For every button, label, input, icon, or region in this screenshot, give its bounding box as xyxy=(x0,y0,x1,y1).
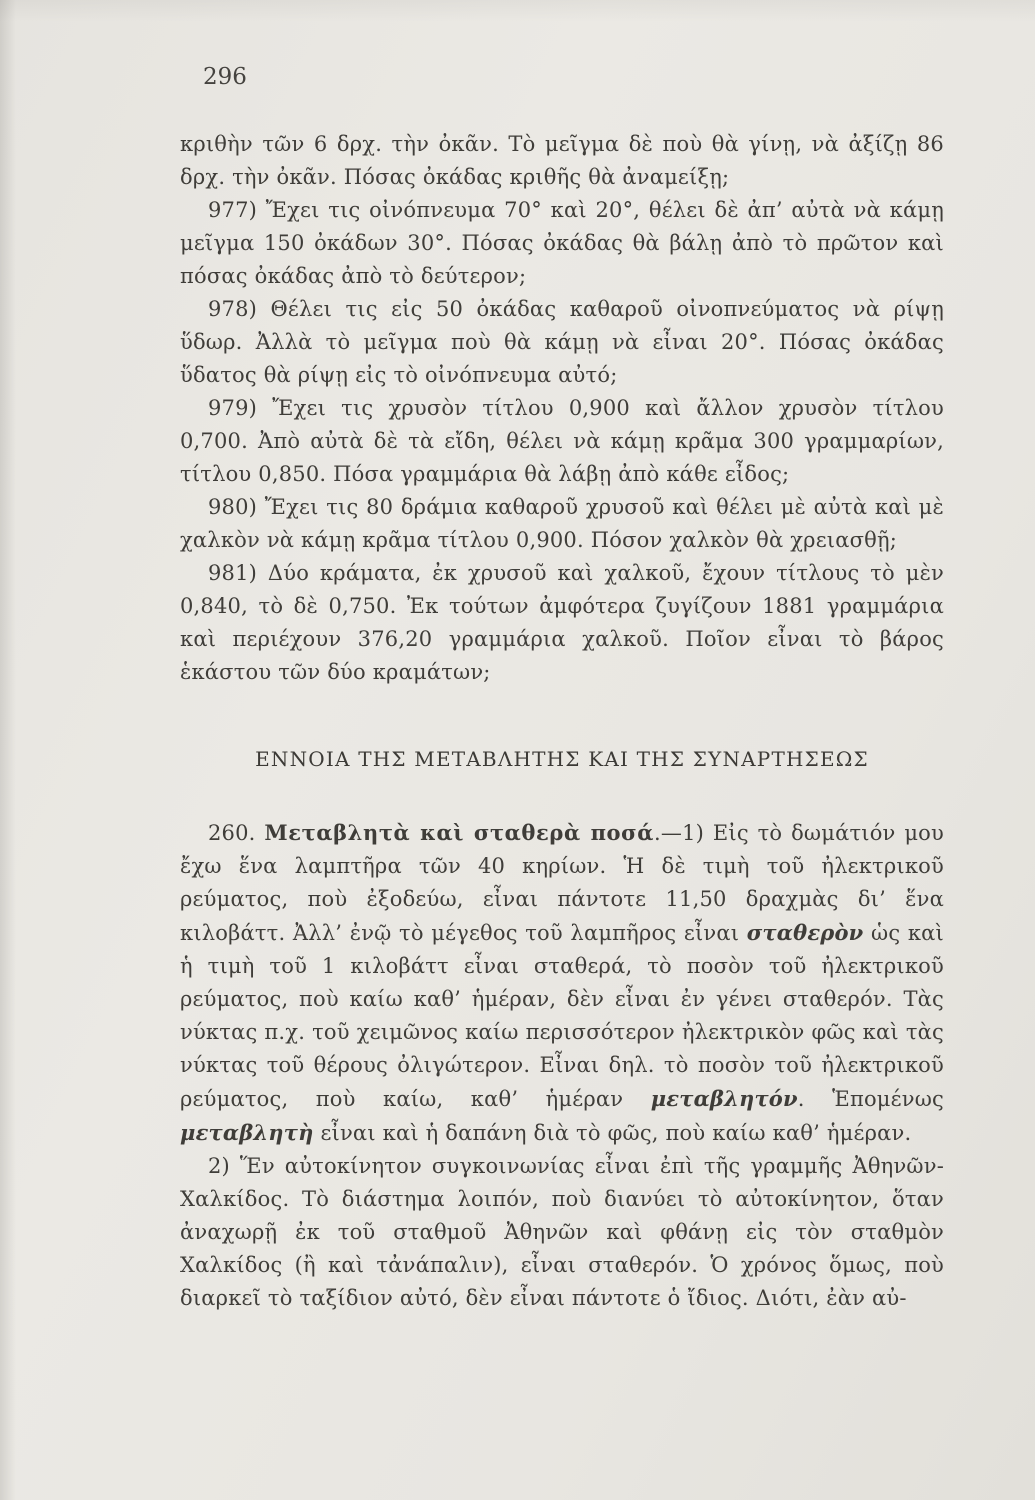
paragraph-continuation: κριθὴν τῶν 6 δρχ. τὴν ὀκᾶν. Τὸ μεῖγμα δὲ ποὺ θὰ γίνῃ, νὰ ἀξίζῃ 86 δρχ. τὴν ὀκᾶν. Πόσας ὀκάδας κριθῆς θὰ ἀναμείξῃ; xyxy=(180,132,944,189)
problem-978: 978) Θέλει τις εἰς 50 ὀκάδας καθαροῦ οἰνοπνεύματος νὰ ρίψῃ ὕδωρ. Ἀλλὰ τὸ μεῖγμα ποὺ θὰ κάμῃ νὰ εἶναι 20°. Πόσας ὀκάδας ὕδατος θὰ ρίψῃ εἰς τὸ οἰνόπνευμα αὐτό; xyxy=(180,297,944,387)
problem-981: 981) Δύο κράματα, ἐκ χρυσοῦ καὶ χαλκοῦ, ἔχουν τίτλους τὸ μὲν 0,840, τὸ δὲ 0,750. Ἐκ τούτων ἀμφότερα ζυγίζουν 1881 γραμμάρια καὶ περιέχουν 376,20 γραμμάρια χαλκοῦ. Ποῖον εἶναι τὸ βάρος ἑκάστου τῶν δύο κραμάτων; xyxy=(180,561,944,684)
problem-980: 980) Ἔχει τις 80 δράμια καθαροῦ χρυσοῦ καὶ θέλει μὲ αὐτὰ καὶ μὲ χαλκὸν νὰ κάμῃ κρᾶμα τίτλου 0,900. Πόσον χαλκὸν θὰ χρειασθῇ; xyxy=(180,495,944,552)
page-body-text xyxy=(180,128,944,1315)
example-2-paragraph: 2) Ἕν αὐτοκίνητον συγκοινωνίας εἶναι ἐπὶ τῆς γραμμῆς Ἀθηνῶν-Χαλκίδος. Τὸ διάστημα λοιπόν, ποὺ διανύει τὸ αὐτοκίνητον, ὅταν ἀναχωρῇ ἐκ τοῦ σταθμοῦ Ἀθηνῶν καὶ φθάνῃ εἰς τὸν σταθμὸν Χαλκίδος (ἢ καὶ τἀνάπαλιν), εἶναι σταθερόν. Ὁ χρόνος ὅμως, ποὺ διαρκεῖ τὸ ταξίδιον αὐτό, δὲν εἶναι πάντοτε ὁ ἴδιος. Διότι, ἐὰν αὐ- xyxy=(180,1154,944,1310)
section-text-1: .—1) Εἰς τὸ δωμάτιόν μου ἔχω ἕνα λαμπτῆρα τῶν 40 κηρίων. Ἡ δὲ τιμὴ τοῦ ἠλεκτρικοῦ ρεύματος, ποὺ ἐξοδεύω, εἶναι πάντοτε 11,50 δραχμὰς δι’ ἕνα κιλοβάττ. Ἀλλ’ ἐνῷ τὸ μέγεθος τοῦ λαμπῆρος εἶναι xyxy=(180,821,944,945)
section-text-2: ὡς καὶ ἡ τιμὴ τοῦ 1 κιλοβάττ εἶναι σταθερά, τὸ ποσὸν τοῦ ἠλεκτρικοῦ ρεύματος, ποὺ καίω καθ’ ἡμέραν, δὲν εἶναι ἐν γένει σταθερόν. Τὰς νύκτας π.χ. τοῦ χειμῶνος καίω περισσότερον ἠλεκτρικὸν φῶς καὶ τὰς νύκτας τοῦ θέρους ὀλιγώτερον. Εἶναι δηλ. τὸ ποσὸν τοῦ ἠλεκτρικοῦ ρεύματος, ποὺ καίω, καθ’ ἡμέραν xyxy=(180,921,944,1111)
section-text-4: εἶναι καὶ ἡ δαπάνη διὰ τὸ φῶς, ποὺ καίω καθ’ ἡμέραν. xyxy=(313,1121,912,1145)
emphasis-metavliti: μεταβλητὴ xyxy=(180,1120,314,1145)
section-260-paragraph xyxy=(180,816,944,1150)
section-title: Μεταβλητὰ καὶ σταθερὰ ποσά xyxy=(264,820,655,845)
section-text-3: . Ἑπομένως xyxy=(797,1087,944,1111)
section-number: 260. xyxy=(208,821,265,845)
page-number: 296 xyxy=(203,64,247,90)
emphasis-statheron: σταθερὸν xyxy=(746,920,864,945)
problem-977: 977) Ἔχει τις οἰνόπνευμα 70° καὶ 20°, θέλει δὲ ἀπ’ αὐτὰ νὰ κάμῃ μεῖγμα 150 ὀκάδων 30°. Πόσας ὀκάδας θὰ βάλῃ ἀπὸ τὸ πρῶτον καὶ πόσας ὀκάδας ἀπὸ τὸ δεύτερον; xyxy=(180,198,944,288)
emphasis-metavliton: μεταβλητόν xyxy=(650,1086,798,1111)
chapter-heading: ΕΝΝΟΙΑ ΤΗΣ ΜΕΤΑΒΛΗΤΗΣ ΚΑΙ ΤΗΣ ΣΥΝΑΡΤΗΣΕΩΣ xyxy=(255,747,869,771)
problem-979: 979) Ἔχει τις χρυσὸν τίτλου 0,900 καὶ ἄλλον χρυσὸν τίτλου 0,700. Ἀπὸ αὐτὰ δὲ τὰ εἴδη, θέλει νὰ κάμῃ κρᾶμα 300 γραμμαρίων, τίτλου 0,850. Πόσα γραμμάρια θὰ λάβῃ ἀπὸ κάθε εἶδος; xyxy=(180,396,944,486)
